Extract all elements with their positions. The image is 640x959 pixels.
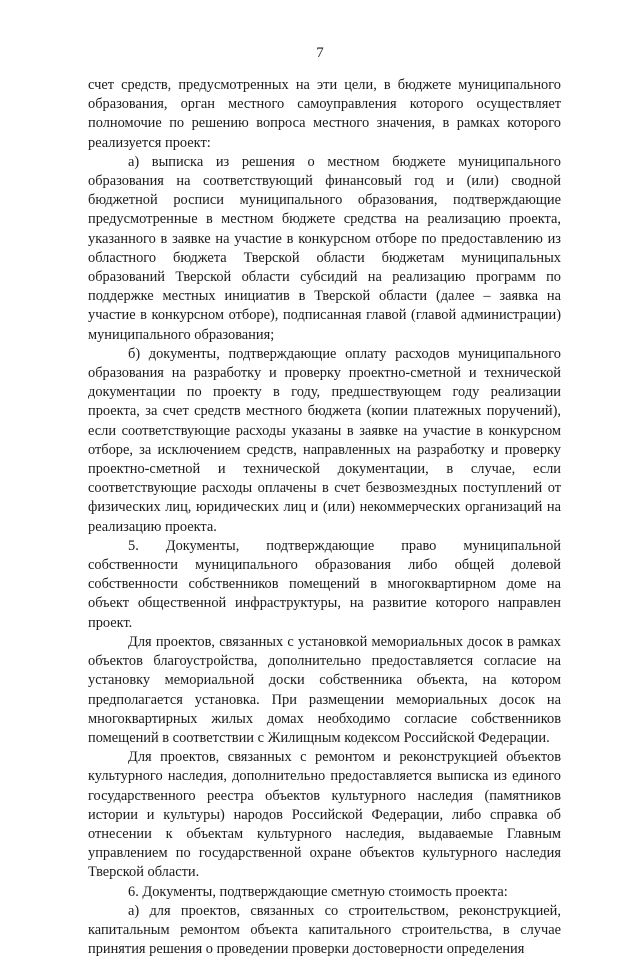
paragraph-continuation: счет средств, предусмотренных на эти цели, в бюджете муниципального образования, орган местного самоуправления которого осуществляет полномочие по решению вопроса местного значения, в рамках которого реализуется проект: <box>88 77 561 151</box>
paragraph-6-cost-documents: 6. Документы, подтверждающие сметную стоимость проекта: <box>128 883 508 900</box>
document-body <box>88 76 561 959</box>
paragraph-item-b-payment-documents: б) документы, подтверждающие оплату расходов муниципального образования на разработку и проверку проектно-сметной и технической документации по проекту в году, предшествующем году реализации проекта, за счет средств местного бюджета (копии платежных поручений), если соответствующие расходы указаны в заявке на участие в конкурсном отборе, за исключением средств, направленных на разработку и проверку проектно-сметной и технической документации, в случае, если соответствующие расходы оплачены в счет безвозмездных поступлений от физических лиц, юридических лиц и (или) некоммерческих организаций на реализацию проекта. <box>88 345 561 535</box>
paragraph-memorial-plaques: Для проектов, связанных с установкой мемориальных досок в рамках объектов благоустройства, дополнительно предоставляется согласие на установку мемориальной доски собственника объекта, на котором предполагается установка. При размещении мемориальных досок на многоквартирных жилых домах необходимо согласие собственников помещений в соответствии с Жилищным кодексом Российской Федерации. <box>88 633 561 746</box>
paragraph-5-ownership-documents: 5. Документы, подтверждающие право муниципальной собственности муниципального образования либо общей долевой собственности собственников помещений в многоквартирном доме на объект общественной инфраструктуры, на развитие которого направлен проект. <box>88 537 561 631</box>
page-number: 7 <box>316 45 324 61</box>
paragraph-6a-construction: а) для проектов, связанных со строительством, реконструкцией, капитальным ремонтом объекта капитального строительства, в случае принятия решения о проведении проверки достоверности определения <box>88 902 561 958</box>
paragraph-item-a-budget-extract: а) выписка из решения о местном бюджете муниципального образования на соответствующий финансовый год и (или) сводной бюджетной росписи муниципального образования, подтверждающие предусмотренные в местном бюджете средства на реализацию проекта, указанного в заявке на участие в конкурсном отборе по предоставлению из областного бюджета Тверской области бюджетам муниципальных образований Тверской области субсидий на реализацию программ по поддержке местных инициатив в Тверской области (далее – заявка на участие в конкурсном отборе), подписанная главой (главой администрации) муниципального образования; <box>88 153 561 343</box>
paragraph-cultural-heritage: Для проектов, связанных с ремонтом и реконструкцией объектов культурного наследия, дополнительно предоставляется выписка из единого государственного реестра объектов культурного наследия (памятников истории и культуры) народов Российской Федерации, либо справка об отнесении к объектам культурного наследия, выдаваемые Главным управлением по государственной охране объектов культурного наследия Тверской области. <box>88 749 561 881</box>
